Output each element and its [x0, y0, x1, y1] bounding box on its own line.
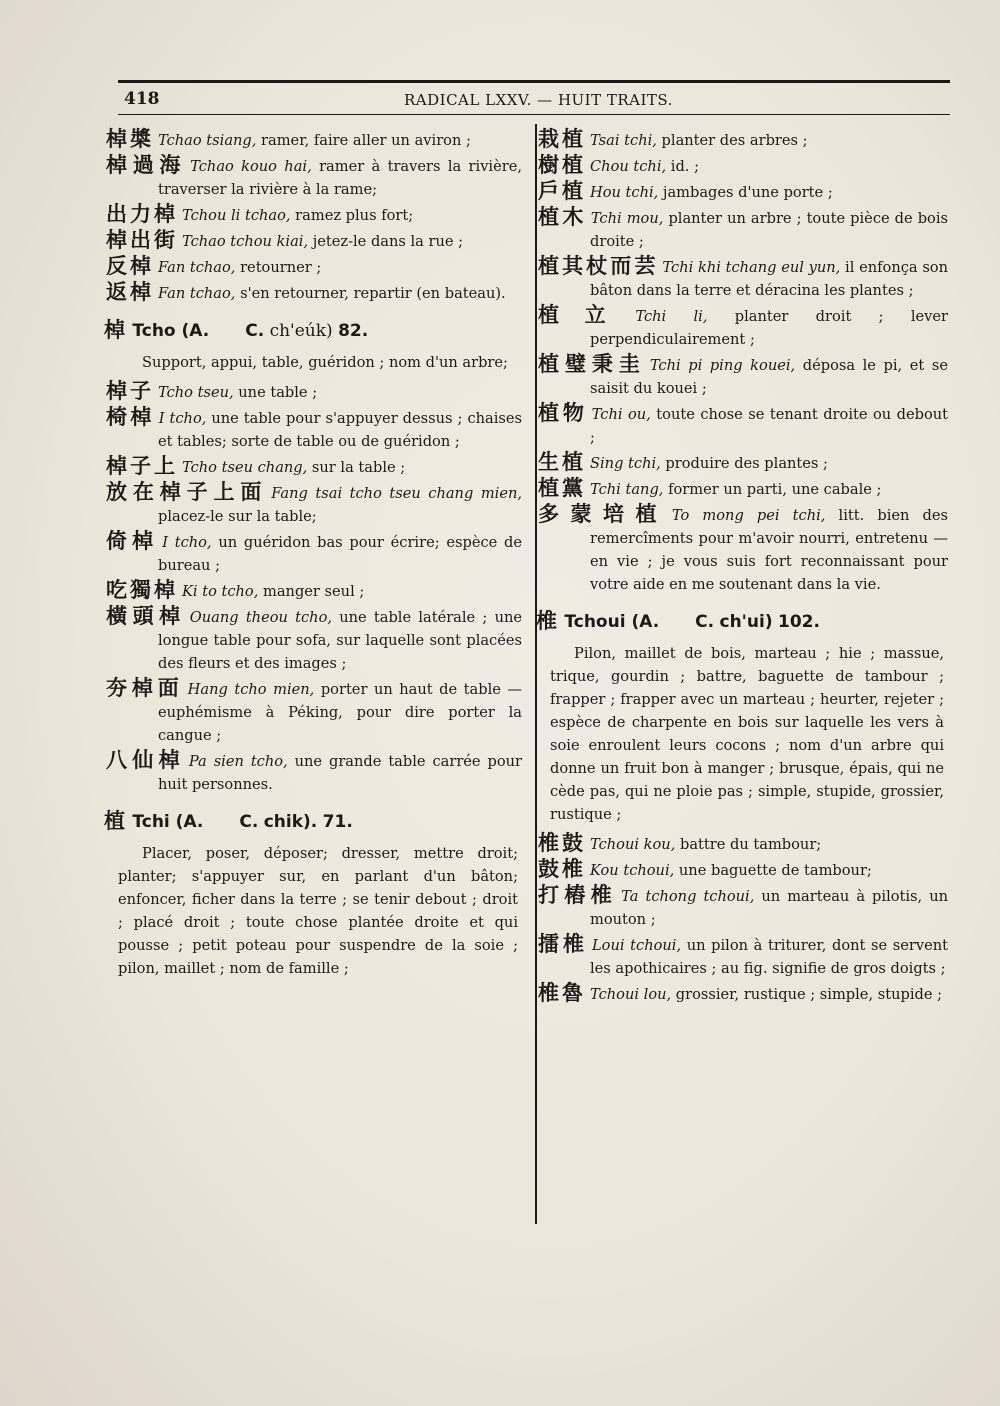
romanization: Pa sien tcho, [188, 753, 288, 770]
left-entries-2 [108, 380, 522, 796]
compound-entry [108, 605, 522, 675]
chinese-characters: 椅棹 [106, 405, 155, 429]
headword-romanization: Tcho (A. [132, 321, 210, 341]
translation: former un parti, une cabale ; [663, 481, 882, 498]
chinese-characters: 植璧秉圭 [538, 352, 646, 376]
column-divider [535, 124, 537, 1224]
translation: porter un haut de table — euphémisme à Péking, pour dire porter la cangue ; [158, 681, 522, 744]
compound-entry [540, 402, 948, 449]
romanization: Hou tchi, [590, 184, 659, 201]
left-entries-1 [108, 128, 522, 305]
headword-tchoui [536, 610, 948, 634]
right-column [536, 127, 949, 1008]
compound-entry [540, 128, 948, 152]
translation: grossier, rustique ; simple, stupide ; [671, 986, 943, 1003]
romanization: Tchi ou, [591, 406, 651, 423]
translation: déposa le pi, et se saisit du kouei ; [590, 357, 948, 397]
chinese-characters: 擂椎 [538, 932, 588, 956]
translation: toute chose se tenant droite ou debout ; [590, 406, 948, 446]
chinese-characters: 植物 [538, 401, 588, 425]
header-rule [118, 114, 950, 115]
right-entries-2 [540, 832, 948, 1006]
compound-entry [108, 579, 522, 603]
headword-romanization: Tchi (A. [132, 812, 204, 832]
translation: produire des plantes ; [660, 455, 828, 472]
compound-entry [108, 530, 522, 577]
translation: une grande table carrée pour huit personnes. [158, 753, 523, 793]
compound-entry [540, 477, 948, 501]
chinese-characters: 返棹 [106, 280, 154, 304]
romanization: Hang tcho mien, [187, 681, 315, 698]
translation: litt. bien des remercîments pour m'avoir nourri, entretenu — en vie ; je vous suis fort reconnaissant pour votre aide en me soutenant dans la vie. [590, 507, 948, 593]
romanization: Fan tchao, [158, 285, 236, 302]
romanization: Tcho tseu chang, [182, 459, 308, 476]
translation: une table latérale ; une longue table pour sofa, sur laquelle sont placées des fleurs et des images ; [158, 609, 523, 672]
romanization: Tchi pi ping kouei, [649, 357, 796, 374]
chinese-characters: 植木 [538, 205, 587, 229]
chinese-characters: 植黨 [538, 476, 586, 500]
cantonese-marker: C. [239, 812, 259, 832]
chinese-characters: 夯棹面 [106, 676, 184, 700]
translation: ramez plus fort; [290, 207, 414, 224]
page-number: 418 [124, 89, 160, 109]
chinese-characters: 出力棹 [106, 202, 178, 226]
romanization: Loui tchoui, [591, 937, 682, 954]
compound-entry [108, 281, 522, 305]
romanization: Tchoui lou, [590, 986, 672, 1003]
compound-entry [108, 749, 522, 796]
compound-entry [108, 255, 522, 279]
translation: jambages d'une porte ; [658, 184, 833, 201]
chinese-characters: 放在棹子上面 [106, 480, 268, 504]
cantonese-marker: C. [695, 612, 715, 632]
translation: une baguette de tambour; [674, 862, 872, 879]
compound-entry [540, 982, 948, 1006]
compound-entry [540, 255, 948, 302]
compound-entry [108, 677, 522, 747]
romanization: Tchi tang, [590, 481, 664, 498]
compound-entry [540, 206, 948, 253]
translation: battre du tambour; [675, 836, 822, 853]
translation: ramer, faire aller un aviron ; [256, 132, 471, 149]
chinese-characters: 打樁椎 [538, 883, 618, 907]
chinese-characters: 反棹 [106, 254, 154, 278]
romanization: I tcho, [158, 410, 207, 427]
translation: s'en retourner, repartir (en bateau). [235, 285, 506, 302]
translation: retourner ; [235, 259, 322, 276]
compound-entry [108, 481, 522, 528]
page-header [118, 80, 950, 117]
translation: ramer à travers la rivière, traverser la rivière à la rame; [158, 158, 522, 198]
romanization: Tchi li, [635, 308, 708, 325]
definition-tchi: Placer, poser, déposer; dresser, mettre droit; planter; s'appuyer sur, en parlant d'un bâton; enfoncer, ficher dans la terre ; se tenir debout ; droit ; placé droit ; toute chose plantée droite et qui pousse ; petit poteau pour suspendre de la soie ; pilon, maillet ; nom de famille ; [118, 845, 518, 977]
chinese-characters: 鼓椎 [538, 857, 586, 881]
romanization: Sing tchi, [590, 455, 661, 472]
compound-entry [540, 858, 948, 882]
cantonese-marker: C. [245, 321, 265, 341]
compound-entry [108, 128, 522, 152]
translation: jetez-le dans la rue ; [308, 233, 464, 250]
translation: planter des arbres ; [656, 132, 808, 149]
translation: sur la table ; [307, 459, 406, 476]
cantonese-pronunciation: chik). [263, 812, 318, 832]
chinese-characters: 椎魯 [538, 981, 586, 1005]
romanization: To mong pei tchi, [671, 507, 826, 524]
translation: planter droit ; lever perpendiculairement ; [590, 308, 949, 348]
compound-entry [108, 154, 522, 201]
romanization: Tchoui kou, [590, 836, 676, 853]
translation: il enfonça son bâton dans la terre et déracina les plantes ; [590, 259, 948, 299]
chinese-characters: 棹過海 [106, 153, 187, 177]
headword-number: 82. [338, 321, 369, 341]
romanization: Ouang theou tcho, [189, 609, 332, 626]
right-entries-1 [540, 128, 948, 596]
headword-character: 棹 [104, 318, 125, 342]
compound-entry [540, 503, 948, 596]
chinese-characters: 植其杖而芸 [538, 254, 659, 278]
chinese-characters: 八仙棹 [106, 748, 185, 772]
chinese-characters: 棹子 [106, 379, 154, 403]
translation: placez-le sur la table; [158, 508, 317, 525]
compound-entry [108, 380, 522, 404]
romanization: Chou tchi, [590, 158, 667, 175]
compound-entry [108, 406, 522, 453]
romanization: Tchao tsiang, [158, 132, 257, 149]
compound-entry [108, 455, 522, 479]
chinese-characters: 棹子上 [106, 454, 178, 478]
chinese-characters: 倚棹 [106, 529, 159, 553]
headword-number: 71. [322, 812, 353, 832]
translation: une table ; [233, 384, 318, 401]
romanization: Fan tchao, [158, 259, 236, 276]
chinese-characters: 戶植 [538, 179, 586, 203]
chinese-characters: 吃獨棹 [106, 578, 178, 602]
romanization: Tcho tseu, [158, 384, 234, 401]
romanization: Fang tsai tcho tseu chang mien, [271, 485, 523, 502]
cantonese-pronunciation: ch'eúk) [269, 321, 333, 341]
translation: un pilon à triturer, dont se servent les apothicaires ; au fig. signifie de gros doigts ; [590, 937, 948, 977]
headword-tcho [104, 319, 522, 343]
chinese-characters: 栽植 [538, 127, 586, 151]
translation: manger seul ; [258, 583, 365, 600]
romanization: Ta tchong tchoui, [621, 888, 755, 905]
headword-romanization: Tchoui (A. [564, 612, 660, 632]
compound-entry [108, 203, 522, 227]
translation: id. ; [666, 158, 699, 175]
compound-entry [540, 451, 948, 475]
translation: un guéridon bas pour écrire; espèce de bureau ; [158, 534, 522, 574]
compound-entry [540, 884, 948, 931]
definition-tcho: Support, appui, table, guéridon ; nom d'un arbre; [142, 354, 508, 371]
translation: un marteau à pilotis, un mouton ; [590, 888, 948, 928]
translation: une table pour s'appuyer dessus ; chaises et tables; sorte de table ou de guéridon ; [158, 410, 522, 450]
romanization: Tchou li tchao, [182, 207, 291, 224]
cantonese-pronunciation: ch'ui) [719, 612, 773, 632]
romanization: Ki to tcho, [182, 583, 259, 600]
compound-entry [540, 933, 948, 980]
headword-character: 植 [104, 809, 125, 833]
translation: planter un arbre ; toute pièce de bois droite ; [590, 210, 948, 250]
headword-number: 102. [778, 612, 820, 632]
chinese-characters: 棹出街 [106, 228, 178, 252]
romanization: Tchao tchou kiai, [182, 233, 309, 250]
chinese-characters: 椎鼓 [538, 831, 586, 855]
headword-character: 椎 [536, 609, 557, 633]
definition-tchoui: Pilon, maillet de bois, marteau ; hie ; massue, trique, gourdin ; battre, baguette de tambour ; frapper ; frapper avec un marteau ; heurter, rejeter ; espèce de charpente en bois sur laquelle les vers à soie enroulent leurs cocons ; nom d'un arbre qui donne un fruit bon à manger ; brusque, épais, qui ne cède pas, qui ne ploie pas ; simple, stupide, grossier, rustique ; [550, 645, 944, 823]
romanization: Kou tchoui, [590, 862, 675, 879]
chinese-characters: 樹植 [538, 153, 586, 177]
compound-entry [108, 229, 522, 253]
chinese-characters: 植立 [538, 303, 632, 327]
compound-entry [540, 353, 948, 400]
compound-entry [540, 304, 948, 351]
chinese-characters: 橫頭棹 [106, 604, 186, 628]
compound-entry [540, 154, 948, 178]
romanization: Tchi mou, [590, 210, 664, 227]
romanization: Tchao kouo hai, [190, 158, 312, 175]
romanization: Tsai tchi, [590, 132, 657, 149]
left-column [104, 127, 523, 986]
chinese-characters: 棹槳 [106, 127, 154, 151]
chinese-characters: 多蒙培植 [538, 502, 668, 526]
chinese-characters: 生植 [538, 450, 586, 474]
compound-entry [540, 180, 948, 204]
romanization: Tchi khi tchang eul yun, [662, 259, 841, 276]
running-head: RADICAL LXXV. — HUIT TRAITS. [404, 91, 673, 109]
romanization: I tcho, [162, 534, 212, 551]
headword-tchi [104, 810, 522, 834]
compound-entry [540, 832, 948, 856]
